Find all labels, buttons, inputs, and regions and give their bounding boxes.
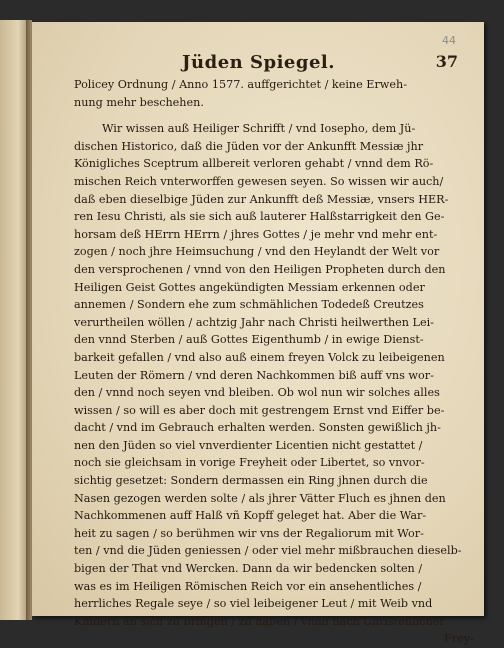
text-line: barkeit gefallen / vnd also auß einem freyen Volck zu leibeigenen bbox=[74, 350, 445, 364]
text-line: bigen der That vnd Wercken. Dann da wir bedencken solten / bbox=[74, 562, 423, 576]
text-line: den vnnd Sterben / auß Gottes Eigenthumb / in ewige Dienst- bbox=[74, 333, 424, 347]
text-line: horsam deß HErrn HErrn / jhres Gottes / je mehr vnd mehr ent- bbox=[74, 227, 438, 241]
text-line: ren Iesu Christi, als sie sich auß lauterer Halßstarrigkeit den Ge- bbox=[74, 210, 445, 224]
text-line: dacht / vnd im Gebrauch erhalten werden. Sonsten gewißlich jh- bbox=[74, 421, 441, 435]
text-line: herrliches Regale seye / so viel leibeigener Leut / mit Weib vnd bbox=[74, 597, 433, 611]
text-line: Nachkommenen auff Halß vñ Kopff geleget hat. Aber die War- bbox=[74, 509, 427, 523]
text-line: Leuten der Römern / vnd deren Nachkommen biß auff vns wor- bbox=[74, 368, 434, 382]
running-title: Jüden Spiegel. bbox=[182, 52, 336, 73]
text-line: Heiligen Geist Gottes angekündigten Messiam erkennen oder bbox=[74, 280, 425, 294]
text-line: nen den Jüden so viel vnverdienter Licentien nicht gestattet / bbox=[74, 438, 423, 452]
text-line: noch sie gleichsam in vorige Freyheit oder Libertet, so vnvor- bbox=[74, 456, 425, 470]
text-line: heit zu sagen / so berühmen wir vns der Regaliorum mit Wor- bbox=[74, 526, 424, 540]
text-line: Kindern an sich zu bringen / zu haben / vnnd nach Christenlicher bbox=[74, 614, 445, 628]
facing-page-edge bbox=[0, 20, 26, 620]
body-text bbox=[74, 76, 474, 648]
text-line: ten / vnd die Jüden geniessen / oder viel mehr mißbrauchen dieselb- bbox=[74, 544, 462, 558]
page-number: 37 bbox=[435, 52, 458, 71]
text-line: annemen / Sondern ehe zum schmählichen Todedeß Creutzes bbox=[74, 298, 424, 312]
text-line: Königliches Sceptrum allbereit verloren gehabt / vnnd dem Rö- bbox=[74, 157, 434, 171]
text-line: daß eben dieselbige Jüden zur Ankunfft deß Messiæ, vnsers HER- bbox=[74, 192, 449, 206]
page-header bbox=[32, 52, 484, 74]
pencil-folio-mark: 44 bbox=[442, 34, 456, 47]
text-line: mischen Reich vnterworffen gewesen seyen. So wissen wir auch/ bbox=[74, 174, 444, 188]
text-line: den versprochenen / vnnd von den Heiligen Propheten durch den bbox=[74, 262, 446, 276]
text-line: Nasen gezogen werden solte / als jhrer Vätter Fluch es jhnen den bbox=[74, 491, 446, 505]
text-line: nung mehr beschehen. bbox=[74, 95, 204, 109]
text-line: verurtheilen wöllen / achtzig Jahr nach Christi heilwerthen Lei- bbox=[74, 315, 434, 329]
text-line: wissen / so will es aber doch mit gestrengem Ernst vnd Eiffer be- bbox=[74, 403, 445, 417]
book-page bbox=[32, 22, 484, 646]
text-line: dischen Historico, daß die Jüden vor der Ankunfft Messiæ jhr bbox=[74, 139, 424, 153]
text-line: den / vnnd noch seyen vnd bleiben. Ob wol nun wir solches alles bbox=[74, 386, 440, 400]
text-line: zogen / noch jhre Heimsuchung / vnd den Heylandt der Welt vor bbox=[74, 245, 440, 259]
catchword: Frey- bbox=[444, 632, 474, 646]
text-line: Policey Ordnung / Anno 1577. auffgerichtet / keine Erweh- bbox=[74, 78, 407, 91]
paragraph-first-line: Wir wissen auß Heiliger Schrifft / vnd Iosepho, dem Jü- bbox=[102, 122, 416, 136]
text-line: was es im Heiligen Römischen Reich vor ein ansehentliches / bbox=[74, 579, 422, 593]
text-line: sichtig gesetzet: Sondern dermassen ein Ring jhnen durch die bbox=[74, 474, 428, 488]
